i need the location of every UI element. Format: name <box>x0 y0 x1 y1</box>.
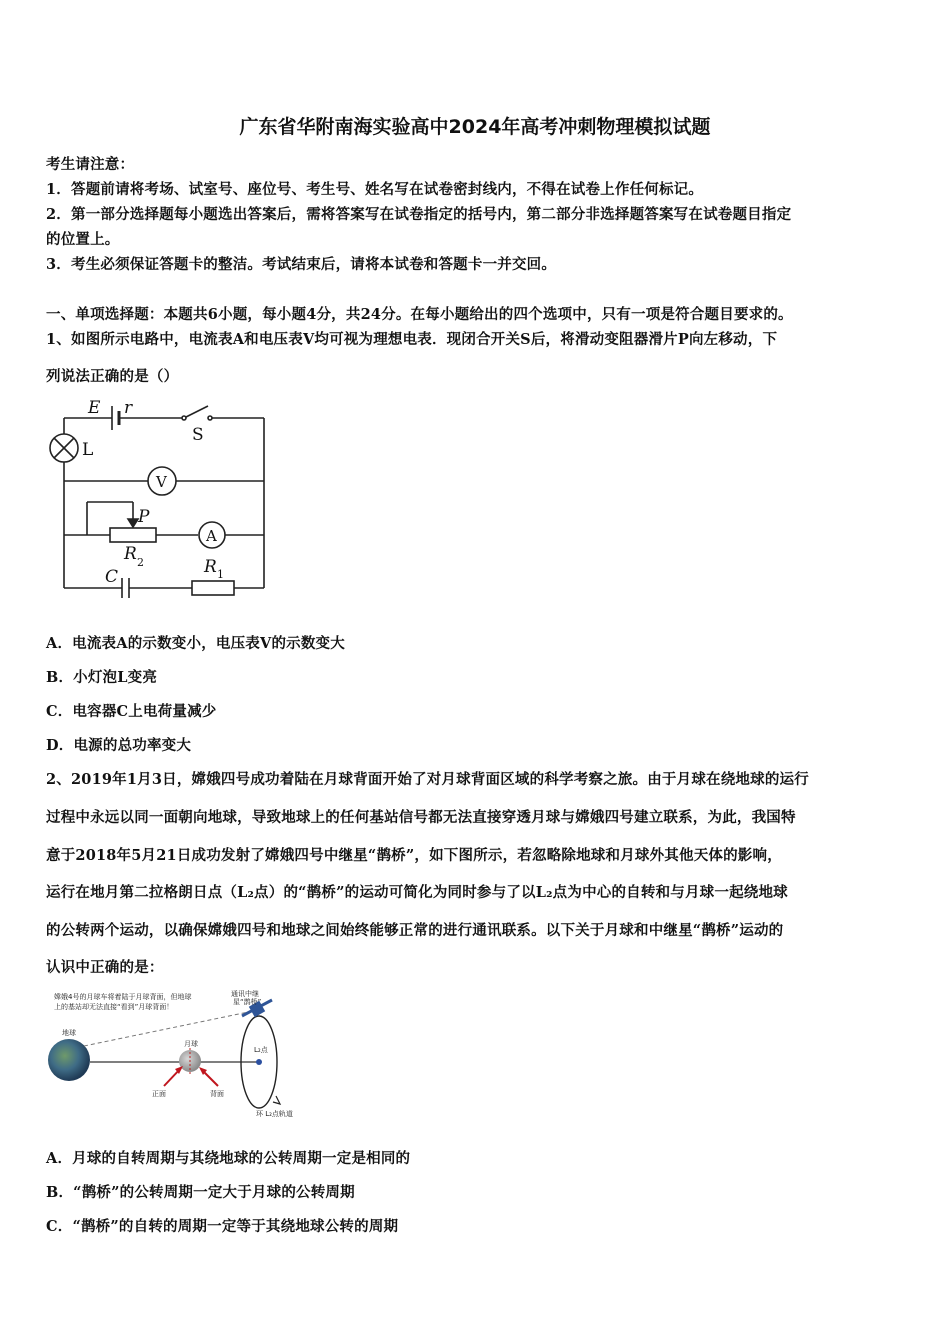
q1-option-a: A．电流表A的示数变小，电压表V的示数变大 <box>46 635 345 652</box>
label-R2-sub: 2 <box>137 556 144 569</box>
label-L: L <box>82 440 94 460</box>
lagrange-figure <box>44 986 314 1122</box>
q1-option-d: D．电源的总功率变大 <box>46 737 192 754</box>
notice-item-2-cont: 的位置上。 <box>46 231 120 248</box>
fig-caption-1: 嫦娥4号的月球车将着陆于月球背面，但地球 <box>54 993 192 1001</box>
section-heading: 一、单项选择题：本题共6小题，每小题4分，共24分。在每小题给出的四个选项中，只有一项是符合题目要求的。 <box>46 306 793 323</box>
fig-l2: L₂点 <box>254 1046 268 1054</box>
fig-relay-2: 星“鹊桥” <box>233 998 262 1006</box>
fig-caption-2: 上的基站却无法直接“看到”月球背面！ <box>54 1003 174 1011</box>
q2-line-1: 2、2019年1月3日，嫦娥四号成功着陆在月球背面开始了对月球背面区域的科学考察之旅。由于月球在绕地球的运行 <box>46 771 809 788</box>
label-R1-sub: 1 <box>217 568 224 581</box>
fig-front: 正面 <box>152 1090 166 1098</box>
label-r: r <box>124 398 133 418</box>
page-title: 广东省华附南海实验高中2024年高考冲刺物理模拟试题 <box>239 116 711 138</box>
fig-earth: 地球 <box>62 1029 76 1037</box>
notice-heading: 考生请注意： <box>46 156 135 173</box>
notice-item-2: 2．第一部分选择题每小题选出答案后，需将答案写在试卷指定的括号内，第二部分非选择题答案写在试卷题目指定 <box>46 206 792 223</box>
label-C: C <box>105 567 119 587</box>
fig-moon: 月球 <box>184 1040 198 1048</box>
earth-icon <box>48 1039 90 1081</box>
label-S: S <box>192 425 204 445</box>
label-R2: R <box>124 544 137 564</box>
label-V: V <box>156 473 167 491</box>
l2-point <box>256 1059 262 1065</box>
fig-orbit: 环 L₂点轨道 <box>256 1110 293 1118</box>
fig-back: 背面 <box>210 1090 224 1098</box>
label-E: E <box>88 398 101 418</box>
q1-stem-line1: 1、如图所示电路中，电流表A和电压表V均可视为理想电表．现闭合开关S后，将滑动变阻器滑片P向左移动，下 <box>46 331 778 348</box>
q2-line-2: 过程中永远以同一面朝向地球，导致地球上的任何基站信号都无法直接穿透月球与嫦娥四号建立联系，为此，我国特 <box>46 809 796 826</box>
q2-line-4: 运行在地月第二拉格朗日点（L₂点）的“鹊桥”的运动可简化为同时参与了以L₂点为中心的自转和与月球一起绕地球 <box>46 884 788 901</box>
label-P: P <box>138 507 150 527</box>
fig-relay-1: 通讯中继 <box>231 990 259 998</box>
q1-option-c: C．电容器C上电荷量减少 <box>46 703 217 720</box>
notice-item-3: 3．考生必须保证答题卡的整洁。考试结束后，请将本试卷和答题卡一并交回。 <box>46 256 557 273</box>
circuit-diagram <box>42 392 278 610</box>
q2-line-3: 意于2018年5月21日成功发射了嫦娥四号中继星“鹊桥”，如下图所示，若忽略除地球和月球外其他天体的影响， <box>46 847 782 864</box>
q2-line-6: 认识中正确的是： <box>46 959 164 976</box>
q1-option-b: B．小灯泡L变亮 <box>46 669 158 686</box>
notice-item-1: 1．答题前请将考场、试室号、座位号、考生号、姓名写在试卷密封线内，不得在试卷上作任何标记。 <box>46 181 704 198</box>
q1-stem-line2: 列说法正确的是（） <box>46 368 179 385</box>
q2-line-5: 的公转两个运动，以确保嫦娥四号和地球之间始终能够正常的进行通讯联系。以下关于月球和中继星“鹊桥”运动的 <box>46 922 784 939</box>
q2-option-c: C．“鹊桥”的自转的周期一定等于其绕地球公转的周期 <box>46 1218 399 1235</box>
label-A: A <box>206 527 217 545</box>
q2-option-a: A．月球的自转周期与其绕地球的公转周期一定是相同的 <box>46 1150 411 1167</box>
label-R1: R <box>204 557 217 577</box>
q2-option-b: B．“鹊桥”的公转周期一定大于月球的公转周期 <box>46 1184 355 1201</box>
